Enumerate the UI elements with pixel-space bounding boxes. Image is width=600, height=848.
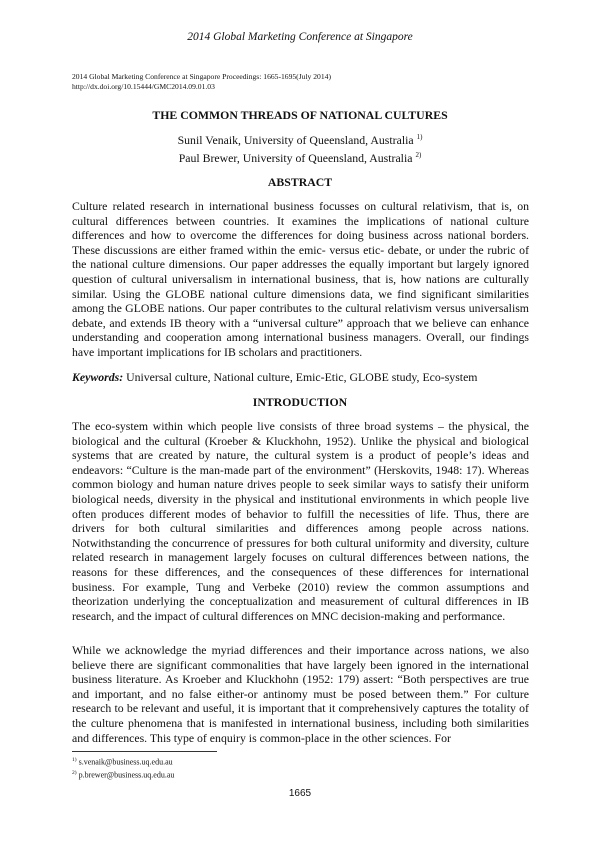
author-1-footnote-mark: 1) bbox=[416, 133, 423, 141]
page-number: 1665 bbox=[288, 788, 312, 799]
author-1-name: Sunil Venaik, University of Queensland, Australia bbox=[177, 132, 414, 147]
footnote-2 bbox=[72, 768, 174, 781]
running-head: 2014 Global Marketing Conference at Singapore bbox=[187, 31, 413, 43]
keywords bbox=[72, 370, 529, 385]
introduction-paragraph-1: The eco-system within which people live consists of three broad systems – the physical, the biological and the cultural (Kroeber & Kluckhohn, 1952). Unlike the physical and biological systems that are created by nature, the cultural system is a product of people’s ideas and endeavors: “Culture is the man-made part of the environment” (Herskovits, 1948: 17). Whereas common biology and human nature drives people to seek similar ways to satisfy their uniform biological needs, diversity in the physical and institutional environments in which people live often produces different modes of behavior to fulfill the necessities of life. Thus, there are drivers for both cultural similarities and differences among people across nations. Notwithstanding the concurrence of pressures for both cultural uniformity and diversity, culture related research in management largely focuses on cultural differences between nations, the reasons for these differences, and the consequences of these differences for international business. For example, Tung and Verbeke (2010) review the common assumptions and theorization underlying the conceptualization and measurement of cultural differences in IB research, and the impact of cultural differences on MNC decision-making and performance. bbox=[72, 419, 529, 623]
introduction-heading: INTRODUCTION bbox=[252, 395, 348, 409]
footnote-1-email[interactable]: s.venaik@business.uq.edu.au bbox=[78, 757, 173, 767]
footnote-1 bbox=[72, 755, 174, 768]
doi-link[interactable]: http://dx.doi.org/10.15444/GMC2014.09.01.03 bbox=[72, 82, 215, 91]
author-1 bbox=[0, 130, 600, 148]
proceedings-info bbox=[72, 72, 331, 92]
abstract-text: Culture related research in international business focusses on cultural relativism, that is, on cultural differences between countries. It examines the implications of national culture differences and how to overcome the differences for doing business across national borders. These discussions are either framed within the emic- versus etic- debate, or under the rubric of the national culture dimensions. Our paper addresses the equally important but largely ignored question of cultural universalism in international business, that is, how nations are culturally similar. Using the GLOBE national culture dimensions data, we find significant similarities among the GLOBE nations. Our paper contributes to the cultural relativism versus universalism debate, and extends IB theory with a “universal culture” approach that we believe can enhance understanding and cooperation among international business managers. Overall, our findings have important implications for IB scholars and practitioners. bbox=[72, 199, 529, 359]
footnote-2-email[interactable]: p.brewer@business.uq.edu.au bbox=[78, 770, 175, 780]
author-2 bbox=[0, 148, 600, 166]
paper-title: THE COMMON THREADS OF NATIONAL CULTURES bbox=[152, 108, 448, 122]
keywords-text: Universal culture, National culture, Emic-Etic, GLOBE study, Eco-system bbox=[123, 370, 478, 384]
footnote-1-mark: 1) bbox=[72, 757, 77, 763]
author-2-footnote-mark: 2) bbox=[415, 151, 422, 160]
footnotes bbox=[72, 755, 174, 780]
footnote-divider bbox=[72, 751, 217, 752]
introduction-paragraph-2: While we acknowledge the myriad differences and their importance across nations, we also believe there are significant commonalities that have largely been ignored in the international business literature. As Kroeber and Kluckhohn (1952: 179) assert: “Both perspectives are true and important, and no false either-or antinomy must be posed between them.” For culture research to be relevant and useful, it is important that it comprehensively captures the totality of the culture phenomena that is manifested in international business, including both similarities and differences. This type of enquiry is common-place in the other sciences. For bbox=[72, 643, 529, 745]
proceedings-line: 2014 Global Marketing Conference at Singapore Proceedings: 1665-1695(July 2014) bbox=[72, 72, 331, 81]
footnote-2-mark: 2) bbox=[72, 769, 77, 776]
author-list bbox=[0, 130, 600, 167]
author-2-name: Paul Brewer, University of Queensland, Australia bbox=[178, 151, 413, 166]
abstract-heading: ABSTRACT bbox=[267, 175, 333, 189]
keywords-label: Keywords: bbox=[72, 370, 124, 384]
